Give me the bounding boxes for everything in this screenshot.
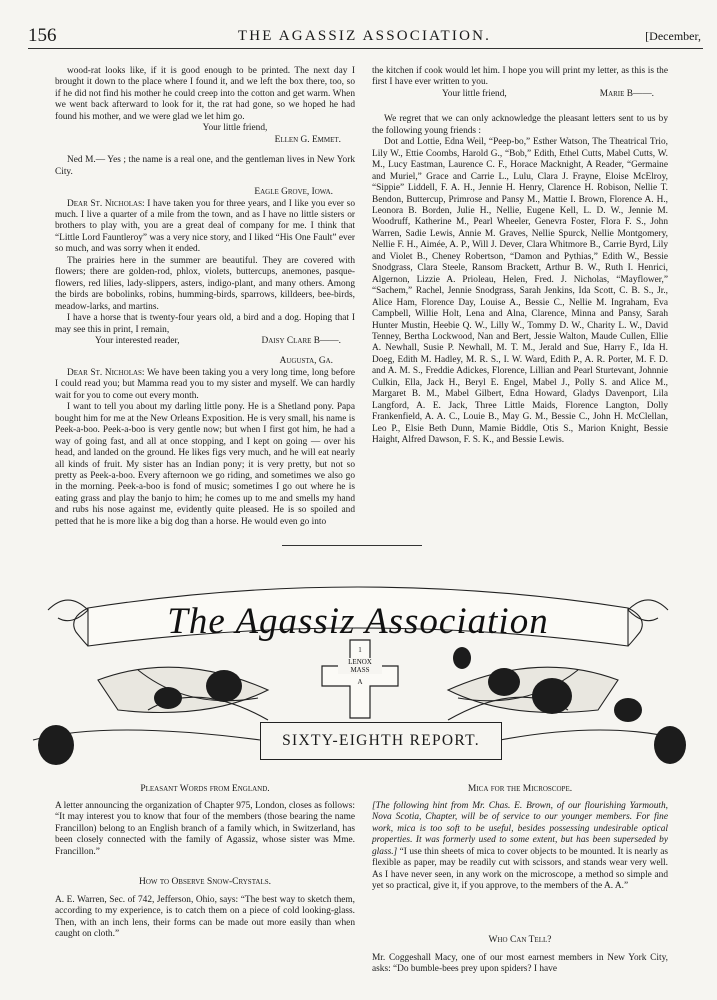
editor-reply: Ned M.— Yes ; the name is a real one, and the gentleman lives in New York City. [55,155,355,177]
acknowledgement-names: Dot and Lottie, Edna Weil, “Peep-bo,” Esther Watson, The Theatrical Trio, Lily W., Ettie Coombs, Harold G., “Bob,” Edith, Ethel Cutts, Mabel Cutts, W. M., Lucy Eastman, Laurence C. F., Horace Macknight, A Reader, “Germaine and Muriel,” Grace and Carrie L., Lulu, Clara J. Frayne, Eloise McElroy, “Sippie” Liddell, F. A. H., Jennie H. Henry, Clarence H. Robison, Nellie T. Bendon, Buttercup, Primrose and Pansy M., Mattie I. Brown, Florence A. H., Leonora B. Borden, Julie H., Nellie, Eugene Kell, L. D. W., Jennie M. Woodruff, Katherine M., Pearl Wheeler, Genevra Foster, Flora F. S., John Warren, Sadie Lewis, Annie M. Graves, Nellie Spurck, Nellie Montgomery, Nellie F. H., Aimée, A. P., Will J. Dever, Clara Whitmore B., Carrie Byrd, Lily and Violet B., Cheney Robertson, “Damon and Pythias,” Edith W., Bessie Snodgrass, Clara Steele, Ransom Brackett, Arthur B. W., Ruth I. Henrici, Algernon, Lizzie A. Prioleau, Helen, Fred. J. Nicholas, “Mayflower,” “Sachem,” Rachel, Jennie Snodgrass, Sarah Jenkins, Ida Scott, C. B. S., Jr., Alice Ham, Florence Day, Louise A., Bessie C., Nellie M. Ingraham, Eva Campbell, Willie Holt, Lena and Alna, Clarence, Minna and Pansy, Sarah Hunter Mustin, Heebie Q. W., Lilly W., Tommy D. W., Charity L. W., David Tenney, Bertha Lockwood, Nan and Bert, Jessie Walton, Maude Cullen, Ellie A. Newhall, Susie P. Newhall, M. T. M., Jerald and Sue, Harry F., Ida H. Doeg, Edith M. Hadley, M. R. S., I. W. Ward, Edith P., A. R. Porter, M. F. D. and A. M. S., Freddie Adickes, Florence, Lillian and Pearl Sturtevant, Johnnie Culkin, Ella, Jack H., Beryl E. Engel, Mabel J., Polly S. and Alice M., Margaret B. M., Mabel Gilbert, Edna Howard, Gladys Davenport, Lila Langford, A. E. Jack, Three Little Maids, Florence Langton, Dolly Frankenfield, A. A. C., Louie B., May G. M., Bessie C., John H. McClellan, Leo P., Elsie Beth Dunn, Mamie Biddle, Otis S., Marion Knight, Bessie Haight, Alfred Dawson, F. S. K., and Bessie Lewis. [372,137,668,446]
section-heading-snow: How to Observe Snow-Crystals. [138,877,272,887]
editor-note: [The following hint from Mr. Chas. E. Brown, of our flourishing Yarmouth, Nova Scotia, Chapter, will be of service to our younger members. For fine work, mica is too soft to be useful, besides possessing undesirable optical properties. It was formerly used to some extent, but has been superseded by glass.] [372,801,668,857]
article-paragraph [372,801,668,893]
letter-paragraph: I want to tell you about my darling little pony. He is a Shetland pony. Papa bought him for me at the New Orleans Exposition. He is very small, his name is Peek-a-boo. Peek-a-boo is very gentle now; but when I first got him, he had a way of going fast, and all at once stopping, and I kept on going — over his head, and landed on the ground. He likes figs very much, and he will eat nearly all kinds of fruit. My sister has an Indian pony; it is very pretty, but not so pretty as Peek-a-boo. Every afternoon we go riding, and sometimes we also go in the morning. Peek-a-boo is fond of music; sometimes I go out where he is eating grass and play the banjo to him; he comes up to me and smells my hand and rubs his nose against me, evidently quite pleased. He is so spoiled and petted that he is more like a big dog than a horse. He would even go into [55,402,355,527]
cross-label: LENOX MASS [338,658,382,674]
letter-body: We have been taking you a very long time, long before I could read you; but Mamma read you to my sister and myself. We can hardly wait for you to come out every month. [55,367,356,401]
section-heading-england: Pleasant Words from England. [140,784,270,794]
letter-closing-line [55,336,355,347]
letter-closing: Your little friend, [442,88,507,99]
letter-closing: Your interested reader, [95,335,180,346]
running-title: THE AGASSIZ ASSOCIATION. [237,28,492,44]
cross-mark-bottom: A [357,678,363,686]
report-heading-box [260,722,502,760]
running-month: [December, [645,29,701,43]
article-mica [372,801,668,893]
article-snow [55,895,355,941]
report-heading: SIXTY-EIGHTH REPORT. [282,732,480,749]
banner-title: The Agassiz Association [167,601,549,642]
letter-paragraph: wood-rat looks like, if it is good enough to be printed. The next day I brought it down to the place where I found it, and we left the box there, too, so if he did not find his mother he could creep into the cotton and get warm. When we went back afterward to look for it, the rat had gone, so we hoped he had found his mother, and we were glad we let him go. [55,66,355,122]
page-number: 156 [28,25,57,46]
letter-place: Augusta, Ga. [279,356,333,367]
section-divider [282,545,422,546]
letter-place: Eagle Grove, Iowa. [254,187,333,198]
letter-closing: Your little friend, [202,123,268,134]
letter-paragraph [55,199,355,256]
cross-mark-top: 1 [358,646,362,654]
article-paragraph: Mr. Coggeshall Macy, one of our most earnest members in New York City, asks: “Do bumble-bees prey upon spiders? I have [372,953,668,975]
letter-signature: Marie B——. [599,88,654,99]
letter-paragraph: I have a horse that is twenty-four years old, a bird and a dog. Hoping that I may see this in print, I remain, [55,313,355,335]
section-heading-who: Who Can Tell? [488,935,552,945]
letter-signature: Ellen G. Emmet. [274,134,341,145]
right-column [372,66,668,447]
letter-salutation: Dear St. Nicholas: [67,367,145,378]
acknowledgement-intro: We regret that we can only acknowledge the pleasant letters sent to us by the following young friends : [372,114,668,136]
article-body: “I use thin sheets of mica to cover objects to be mounted. It is nearly as flexible as paper, may be readily cut with scissors, and stands wear very well. As I have never seen, in any work on the microscope, a method so simple and yet so practical, give it, if you approve, to the members of the A. A.” [372,846,668,892]
left-column [55,66,355,528]
letter-paragraph: The prairies here in the summer are beautiful. They are covered with flowers; there are golden-rod, phlox, violets, buttercups, anemones, pasque-flowers, red lilies, lady-slippers, asters, indigo-plant, and many others. Among the birds are bobolinks, robins, humming-birds, sparrows, killdeers, bee-birds, meadow-larks, and martins. [55,255,355,312]
header-rule [28,48,703,49]
letter-paragraph [55,368,355,402]
agassiz-banner [28,570,688,770]
article-who [372,953,668,976]
letter-paragraph: the kitchen if cook would let him. I hope you will print my letter, as this is the first I have ever written to you. [372,66,668,88]
article-england [55,801,355,858]
article-paragraph: A letter announcing the organization of Chapter 975, London, closes as follows: “It may interest you to know that four of the members (those bearing the name Francillon) belong to an English branch of a family which, in Switzerland, has been closely connected with the family of Agassiz, whose sister was Mme. Francillon.” [55,801,355,857]
article-paragraph: A. E. Warren, Sec. of 742, Jefferson, Ohio, says: “The best way to sketch them, according to my experience, is to catch them on a piece of cold looking-glass. Then, with an inch lens, their forms can be made out more easily than when caught on cloth.” [55,895,355,940]
page-header [28,25,701,49]
letter-signature: Daisy Clare B——. [261,335,341,346]
letter-body: I have taken you for three years, and I like you ever so much. I live a quarter of a mile from the town, and as I have no little sisters or brothers to play with, you are a great deal of company for me. I think that “Little Lord Fauntleroy” was a very nice story, and I liked “His One Fault” ever so much, and was sorry when it ended. [55,198,355,255]
letter-closing-line [372,89,668,100]
letter-salutation: Dear St. Nicholas: [67,198,145,209]
section-heading-mica: Mica for the Microscope. [467,784,573,794]
